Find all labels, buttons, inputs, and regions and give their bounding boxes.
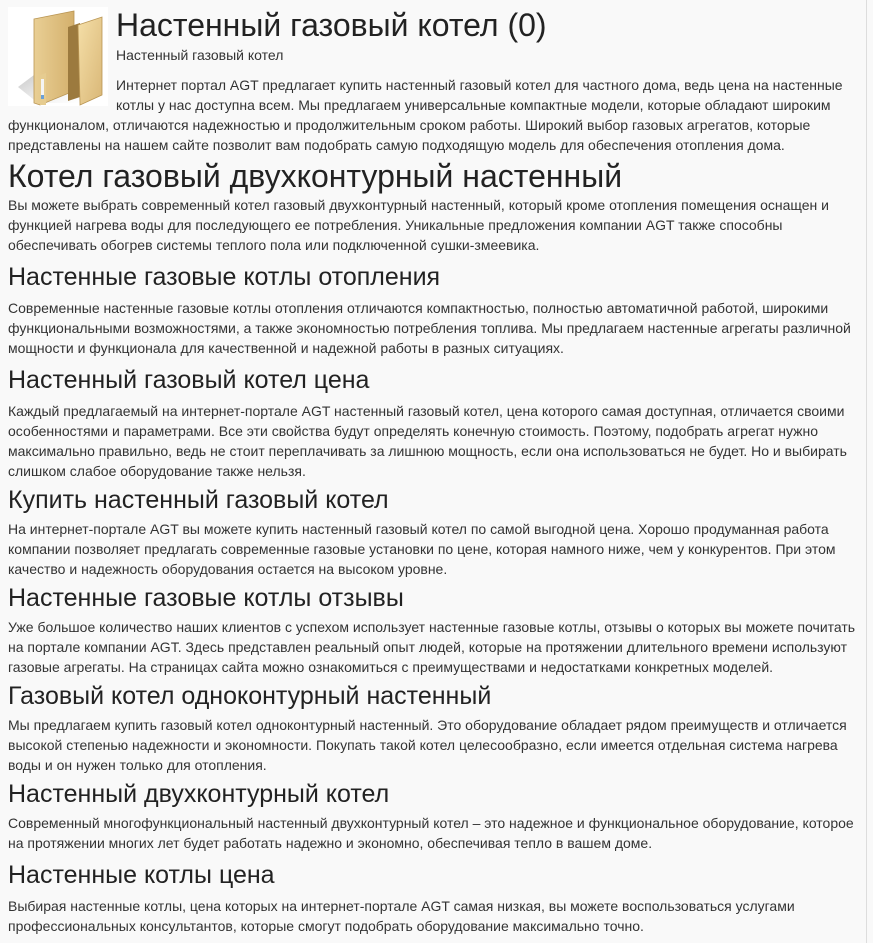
section-text: Уже большое количество наших клиентов с успехом использует настенные газовые котлы, отзывы о которых вы можете почитать на портале компании AGT. Здесь представлен реальный опыт людей, которые на протяжении длительного времени используют газовые агрегаты. На страницах сайта можно ознакомиться с преимуществами и недостатками конкретных моделей. (8, 619, 856, 675)
section-heading: Настенный двухконтурный котел (8, 780, 390, 808)
section-text: На интернет-портале AGT вы можете купить настенный газовый котел по самой выгодной цена. Хорошо продуманная работа компании позволяет предлагать современные газовые установки по цене, которая намного ниже, чем у конкурентов. При этом качество и надежность оборудования остается на высоком уровне. (8, 521, 836, 577)
section-heading: Купить настенный газовый котел (8, 486, 389, 514)
section-heading: Котел газовый двухконтурный настенный (8, 158, 623, 194)
section-text: Современные настенные газовые котлы отопления отличаются компактностью, полностью автоматичной работой, широкими функциональными возможностями, а также экономностью потребления топлива. Мы предлагаем настенные агрегаты различной мощности и функционала для качественной и надежной работы в разных ситуациях. (8, 300, 851, 356)
section-heading: Настенные котлы цена (8, 861, 275, 889)
intro-paragraph: Интернет портал AGT предлагает купить настенный газовый котел для частного дома, ведь цена на настенные котлы у нас доступна всем. Мы предлагаем универсальные компактные модели, которые обладают широким функционалом, отличаются надежностью и продолжительным сроком работы. Широкий выбор газовых агрегатов, которые представлены на нашем сайте позволит вам подобрать самую подходящую модель для обеспечения отопления дома. (8, 77, 843, 153)
section-heading: Настенный газовый котел цена (8, 366, 370, 394)
folder-icon (8, 7, 108, 106)
section-heading: Настенные газовые котлы отзывы (8, 584, 404, 612)
category-header (8, 0, 858, 155)
section-heading: Настенные газовые котлы отопления (8, 263, 441, 291)
section-heading: Газовый котел одноконтурный настенный (8, 682, 492, 710)
section-text: Вы можете выбрать современный котел газовый двухконтурный настенный, который кроме отопления помещения оснащен и функцией нагрева воды для последующего ее потребления. Уникальные предложения компании AGT также способны обеспечивать обогрев системы теплого пола или подключенной сушки-змеевика. (8, 197, 829, 253)
section-text: Современный многофункциональный настенный двухконтурный котел – это надежное и функциональное оборудование, которое на протяжении многих лет будет работать надежно и экономно, обеспечивая тепло в вашем доме. (8, 815, 854, 851)
page-subtitle: Настенный газовый котел (116, 47, 284, 63)
page-title: Настенный газовый котел (0) (116, 7, 547, 43)
section-text: Мы предлагаем купить газовый котел одноконтурный настенный. Это оборудование обладает рядом преимуществ и отличается высокой степенью надежности и экономности. Покупать такой котел целесообразно, если имеется отдельная система нагрева воды и он нужен только для отопления. (8, 717, 847, 773)
section-text: Выбирая настенные котлы, цена которых на интернет-портале AGT самая низкая, вы можете воспользоваться услугами профессиональных консультантов, которые смогут подобрать оборудование максимально точно. (8, 898, 795, 934)
section-text: Каждый предлагаемый на интернет-портале AGT настенный газовый котел, цена которого самая доступная, отличается своими особенностями и параметрами. Все эти свойства будут определять конечную стоимость. Поэтому, подобрать агрегат нужно максимально правильно, ведь не стоит переплачивать за лишнюю мощность, если она использоваться не будет. Но и выбирать слишком слабое оборудование также нельзя. (8, 403, 847, 479)
